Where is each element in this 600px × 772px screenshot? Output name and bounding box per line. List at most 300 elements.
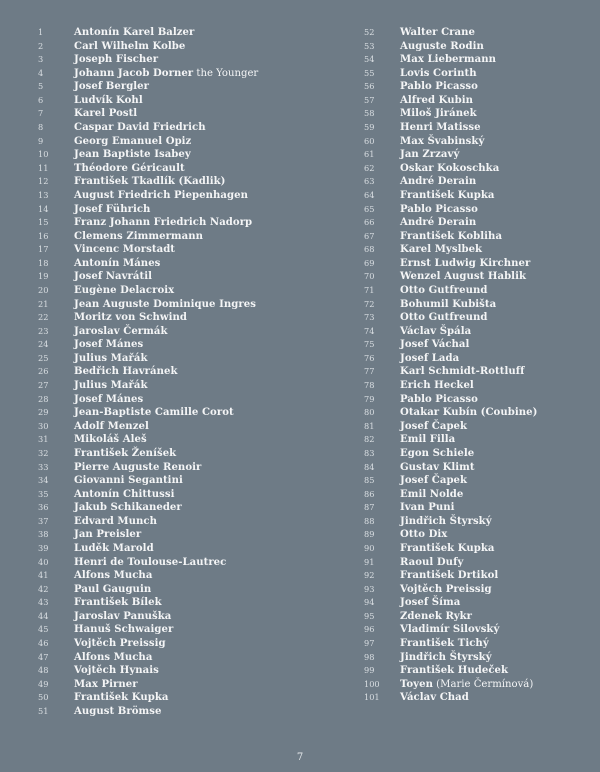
item-number: 18 [38,257,49,268]
list-item [0,461,300,475]
item-number: 80 [364,407,375,418]
list-item [364,569,600,583]
list-item [364,664,600,678]
artist-name: Paul Gauguin [74,583,152,595]
list-item [364,352,600,366]
list-item [364,243,600,257]
artist-name: André Derain [400,217,477,229]
artist-name: František Tichý [400,638,489,650]
artist-name: Alfons Mucha [74,570,153,582]
list-item [0,365,300,379]
artist-name: Karel Postl [74,108,138,120]
artist-name-suffix: (Marie Čermínová) [432,678,534,690]
item-number: 8 [38,122,44,133]
item-number: 62 [364,162,375,173]
artist-name: Otto Gutfreund [400,312,488,324]
item-number: 50 [38,692,49,703]
artist-name: Otakar Kubín (Coubine) [400,407,538,419]
list-item [364,651,600,665]
artist-name: Emil Filla [400,434,456,446]
artist-name: Giovanni Segantini [74,475,183,487]
list-item [364,488,600,502]
item-number: 79 [364,393,375,404]
artist-name: Auguste Rodin [400,40,484,52]
artist-name: Josef Čapek [400,420,468,432]
item-number: 45 [38,624,49,635]
item-number: 25 [38,352,49,363]
artist-name: František Tkadlík (Kadlik) [74,176,226,188]
list-item [364,542,600,556]
item-number: 60 [364,135,375,146]
artist-name: Max Liebermann [400,54,496,66]
list-item [364,433,600,447]
artist-name: Josef Führich [74,203,151,215]
item-number: 19 [38,271,49,282]
artist-name: Pablo Picasso [400,393,478,405]
item-number: 76 [364,352,375,363]
item-number: 91 [364,556,375,567]
list-item [0,447,300,461]
list-item [0,637,300,651]
item-number: 59 [364,122,375,133]
item-number: 11 [38,162,49,173]
artist-name: Pablo Picasso [400,81,478,93]
list-item [364,121,600,135]
list-item [364,40,600,54]
item-number: 3 [38,54,44,65]
artist-name: Jean-Baptiste Camille Corot [74,407,234,419]
artist-name: Josef Šíma [400,597,461,609]
artist-name: Edvard Munch [74,515,157,527]
artist-name: Jakub Schikaneder [74,502,182,514]
artist-name: Václav Špála [400,325,472,337]
artist-name: Max Pirner [74,678,138,690]
artist-name: Toyen [400,678,433,690]
item-number: 6 [38,94,44,105]
list-item [364,637,600,651]
list-item [364,148,600,162]
artist-name: August Brömse [74,705,162,717]
list-item [0,67,300,81]
item-number: 2 [38,40,44,51]
artist-name: Vincenc Morstadt [74,244,176,256]
item-number: 36 [38,502,49,513]
artist-name: Jan Preisler [74,529,142,541]
artist-name: Adolf Menzel [74,420,149,432]
item-number: 38 [38,529,49,540]
item-number: 68 [364,244,375,255]
item-number: 55 [364,67,375,78]
item-number: 78 [364,380,375,391]
artist-name: Jean Auguste Dominique Ingres [74,298,256,310]
item-number: 13 [38,189,49,200]
list-item [364,189,600,203]
item-number: 92 [364,570,375,581]
artist-name: André Derain [400,176,477,188]
item-number: 10 [38,149,49,160]
item-number: 71 [364,284,375,295]
list-item [0,298,300,312]
item-number: 4 [38,67,44,78]
list-item [0,596,300,610]
artist-name: Hanuš Schwaiger [74,624,174,636]
item-number: 101 [364,692,380,703]
list-item [0,406,300,420]
artist-name: Pablo Picasso [400,203,478,215]
item-number: 98 [364,651,375,662]
item-number: 66 [364,217,375,228]
list-item [0,379,300,393]
artist-name: Josef Váchal [400,339,470,351]
list-item [0,162,300,176]
list-item [0,474,300,488]
list-item [0,107,300,121]
list-item [364,216,600,230]
artist-name: Jan Zrzavý [400,149,460,161]
item-number: 83 [364,447,375,458]
item-number: 89 [364,529,375,540]
artist-name: František Hudeček [400,665,509,677]
artist-name: Otto Dix [400,529,448,541]
item-number: 73 [364,312,375,323]
artist-name: Zdenek Rykr [400,610,473,622]
item-number: 52 [364,27,375,37]
item-number: 26 [38,366,49,377]
list-item [364,67,600,81]
list-item [0,393,300,407]
list-item [0,433,300,447]
item-number: 77 [364,366,375,377]
list-item [364,556,600,570]
list-item [364,338,600,352]
page-number: 7 [296,752,304,763]
artist-name: Ludvík Kohl [74,94,143,106]
artist-name: Carl Wilhelm Kolbe [74,40,186,52]
artist-name: Jindřich Štyrský [400,515,492,527]
item-number: 90 [364,542,375,553]
artist-name: Alfred Kubin [400,94,474,106]
list-item [0,501,300,515]
item-number: 93 [364,583,375,594]
list-item [0,80,300,94]
item-number: 41 [38,570,49,581]
list-item [364,420,600,434]
list-item [364,678,600,692]
item-number: 74 [364,325,375,336]
item-number: 1 [38,27,44,37]
artist-name: Walter Crane [400,27,476,38]
item-number: 86 [364,488,375,499]
artist-name: Jaroslav Čermák [74,325,168,337]
item-number: 72 [364,298,375,309]
list-item [0,569,300,583]
item-number: 29 [38,407,49,418]
list-item [0,542,300,556]
artist-list-left [0,26,300,718]
list-item [0,203,300,217]
artist-name: Emil Nolde [400,488,464,500]
list-item [364,94,600,108]
artist-name: Théodore Géricault [74,162,185,174]
artist-name: František Ženíšek [74,447,177,459]
item-number: 15 [38,217,49,228]
item-number: 95 [364,610,375,621]
item-number: 94 [364,597,375,608]
item-number: 46 [38,638,49,649]
item-number: 31 [38,434,49,445]
list-item [0,121,300,135]
list-item [0,216,300,230]
artist-name: Karl Schmidt-Rottluff [400,366,525,378]
list-item [364,583,600,597]
item-number: 42 [38,583,49,594]
list-item [0,148,300,162]
list-item [364,325,600,339]
artist-name: Moritz von Schwind [74,312,188,324]
list-item [364,623,600,637]
artist-name: Gustav Klimt [400,461,475,473]
artist-name: František Kupka [74,692,169,704]
item-number: 82 [364,434,375,445]
list-item [364,447,600,461]
artist-name: František Kupka [400,542,495,554]
item-number: 35 [38,488,49,499]
artist-name: Henri Matisse [400,122,481,134]
list-item [364,162,600,176]
list-item [0,189,300,203]
artist-name: Josef Čapek [400,475,468,487]
list-item [364,501,600,515]
item-number: 39 [38,542,49,553]
item-number: 9 [38,135,44,146]
item-number: 85 [364,475,375,486]
list-item [364,596,600,610]
list-item [0,420,300,434]
artist-name: Václav Chad [400,692,469,704]
list-item [0,705,300,719]
artist-name: Henri de Toulouse-Lautrec [74,556,227,568]
list-item [0,352,300,366]
list-item [364,311,600,325]
item-number: 61 [364,149,375,160]
artist-name: Antonín Chittussi [74,488,175,500]
artist-name: Erich Heckel [400,380,474,392]
item-number: 17 [38,244,49,255]
item-number: 63 [364,176,375,187]
artist-name: František Drtikol [400,570,499,582]
list-item [0,691,300,705]
list-item [364,393,600,407]
list-item [0,175,300,189]
list-item [364,461,600,475]
item-number: 87 [364,502,375,513]
artist-name: Bohumil Kubišta [400,298,497,310]
artist-name: Vladimír Silovský [400,624,500,636]
item-number: 70 [364,271,375,282]
list-item [0,528,300,542]
item-number: 7 [38,108,44,119]
artist-name: František Kobliha [400,230,503,242]
artist-name: Ernst Ludwig Kirchner [400,257,531,269]
artist-name-suffix: the Younger [193,67,259,79]
list-item [364,80,600,94]
item-number: 69 [364,257,375,268]
item-number: 24 [38,339,49,350]
list-item [0,325,300,339]
item-number: 21 [38,298,49,309]
artist-name: Vojtěch Preissig [400,583,492,595]
item-number: 27 [38,380,49,391]
artist-name: Caspar David Friedrich [74,122,206,134]
list-item [364,515,600,529]
artist-name: Josef Bergler [74,81,150,93]
artist-name: Oskar Kokoschka [400,162,500,174]
list-item [364,230,600,244]
item-number: 75 [364,339,375,350]
artist-name: Jaroslav Panuška [74,610,172,622]
artist-name: Luděk Marold [74,542,154,554]
artist-name: Otto Gutfreund [400,284,488,296]
list-item [0,678,300,692]
artist-name: Clemens Zimmermann [74,230,204,242]
item-number: 23 [38,325,49,336]
item-number: 97 [364,638,375,649]
item-number: 30 [38,420,49,431]
list-item [0,243,300,257]
item-number: 20 [38,284,49,295]
item-number: 34 [38,475,49,486]
list-item [364,691,600,705]
item-number: 28 [38,393,49,404]
artist-name: Miloš Jiránek [400,108,477,120]
list-item [0,651,300,665]
artist-name: Vojtěch Hynais [74,665,159,677]
item-number: 33 [38,461,49,472]
artist-name: Antonín Mánes [74,257,161,269]
list-item [0,610,300,624]
item-number: 48 [38,665,49,676]
list-item [364,175,600,189]
list-item [364,474,600,488]
item-number: 32 [38,447,49,458]
artist-name: Egon Schiele [400,447,475,459]
list-item [0,515,300,529]
list-item [364,528,600,542]
list-item [0,583,300,597]
artist-name: František Kupka [400,189,495,201]
artist-name: Ivan Puni [400,502,455,514]
list-item [0,40,300,54]
list-item [0,135,300,149]
artist-name: Julius Mařák [74,352,148,364]
list-item [364,284,600,298]
item-number: 5 [38,81,44,92]
artist-name: Mikoláš Aleš [74,434,147,446]
item-number: 40 [38,556,49,567]
item-number: 14 [38,203,49,214]
item-number: 57 [364,94,375,105]
list-item [0,257,300,271]
artist-name: Julius Mařák [74,380,148,392]
artist-name: Josef Mánes [74,393,144,405]
list-item [364,610,600,624]
list-item [0,488,300,502]
item-number: 22 [38,312,49,323]
item-number: 100 [364,678,380,689]
list-item [0,26,300,40]
item-number: 44 [38,610,49,621]
list-item [0,230,300,244]
artist-name: Josef Navrátil [74,271,152,283]
list-item [364,406,600,420]
artist-list-right [364,26,600,705]
list-item [0,270,300,284]
list-item [364,26,600,40]
list-item [364,379,600,393]
list-item [0,556,300,570]
item-number: 96 [364,624,375,635]
list-item [364,365,600,379]
list-item [0,94,300,108]
item-number: 12 [38,176,49,187]
list-item [0,53,300,67]
artist-name: Jean Baptiste Isabey [74,149,191,161]
artist-name: August Friedrich Piepenhagen [74,189,248,201]
artist-name: Karel Myslbek [400,244,483,256]
artist-name: Raoul Dufy [400,556,464,568]
artist-name: Josef Mánes [74,339,144,351]
artist-name: Antonín Karel Balzer [74,27,195,38]
list-item [364,203,600,217]
artist-name: Johann Jacob Dorner [74,67,194,79]
artist-name: Lovis Corinth [400,67,477,79]
list-item [0,311,300,325]
list-item [364,298,600,312]
list-item [0,338,300,352]
item-number: 58 [364,108,375,119]
item-number: 67 [364,230,375,241]
list-item [0,623,300,637]
item-number: 16 [38,230,49,241]
artist-name: Vojtěch Preissig [74,638,166,650]
list-item [364,257,600,271]
list-item [364,135,600,149]
item-number: 65 [364,203,375,214]
artist-name: Josef Lada [400,352,460,364]
artist-name: František Bílek [74,597,162,609]
artist-name: Joseph Fischer [74,54,159,66]
list-item [364,53,600,67]
item-number: 88 [364,515,375,526]
item-number: 37 [38,515,49,526]
item-number: 84 [364,461,375,472]
list-item [0,664,300,678]
artist-name: Georg Emanuel Opiz [74,135,192,147]
artist-name: Franz Johann Friedrich Nadorp [74,217,253,229]
item-number: 51 [38,705,49,716]
artist-name: Wenzel August Hablik [400,271,526,283]
artist-name: Jindřich Štyrský [400,651,492,663]
artist-name: Eugène Delacroix [74,284,175,296]
artist-name: Alfons Mucha [74,651,153,663]
item-number: 53 [364,40,375,51]
item-number: 54 [364,54,375,65]
artist-name: Max Švabinský [400,135,485,147]
item-number: 64 [364,189,375,200]
item-number: 81 [364,420,375,431]
item-number: 56 [364,81,375,92]
list-item [0,284,300,298]
